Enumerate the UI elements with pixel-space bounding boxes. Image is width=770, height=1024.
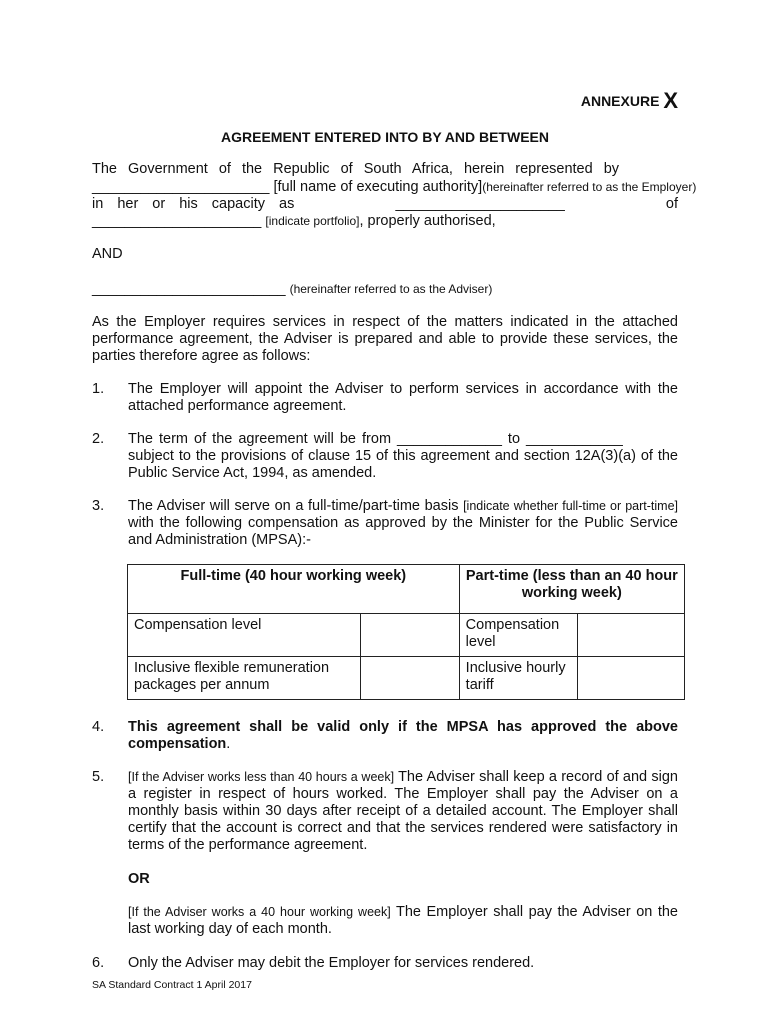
intro-line-1 [92, 161, 678, 178]
pt-compensation-level-value [577, 614, 684, 657]
clause-3-number: 3. [92, 498, 105, 514]
clause-2-rest: subject to the provisions of clause 15 of this agreement and section 12A(3)(a) of the Public Service Act, 1994, as amended. [128, 448, 678, 481]
full-time-header: Full-time (40 hour working week) [128, 565, 460, 614]
pt-compensation-level-label: Compensation level [459, 614, 577, 657]
clause-4-number: 4. [92, 719, 105, 735]
intro-line-2-left [92, 179, 482, 196]
ft-compensation-level-value [360, 614, 459, 657]
adviser-line [92, 281, 492, 298]
capacity-text: in her or his capacity as [92, 196, 295, 212]
table-row [128, 657, 685, 700]
clause-3-pre: The Adviser will serve on a full-time/part-time basis [128, 498, 459, 514]
annexure-letter: X [663, 88, 678, 113]
ft-remuneration-label: Inclusive flexible remuneration packages per annum [128, 657, 361, 700]
portfolio-hint: [indicate portfolio] [265, 214, 360, 228]
clause-2-text [128, 431, 678, 482]
clause-5-hint-2: [If the Adviser works a 40 hour working week] [128, 905, 391, 919]
pt-hourly-tariff-label: Inclusive hourly tariff [459, 657, 577, 700]
annexure-label [581, 88, 678, 114]
intro-line-4 [92, 213, 496, 230]
clause-5-alternative [128, 904, 678, 938]
clause-1-text: The Employer will appoint the Adviser to perform services in accordance with the attached performance agreement. [128, 381, 678, 414]
part-time-header: Part-time (less than an 40 hour working week) [459, 565, 684, 614]
clause-4-text [128, 719, 678, 753]
adviser-blank: ________________________ [92, 281, 286, 297]
referred-employer-text: (hereinafter referred to as the Employer) [482, 180, 697, 194]
adviser-referred-text: (hereinafter referred to as the Adviser) [289, 282, 493, 296]
clause-5-body-2: The Employer shall pay the Adviser on the last working day of each month. [128, 904, 678, 937]
intro-line-2 [92, 179, 697, 196]
clause-5-number: 5. [92, 769, 105, 785]
clause-2-number: 2. [92, 431, 105, 447]
or-word: OR [128, 871, 150, 887]
table-header-row [128, 565, 685, 614]
clause-6-text: Only the Adviser may debit the Employer for services rendered. [128, 955, 535, 971]
clause-1-number: 1. [92, 381, 105, 397]
clause-5-hint: [If the Adviser works less than 40 hours a week] [128, 770, 395, 784]
executing-authority-hint: [full name of executing authority] [273, 179, 483, 195]
recital-paragraph: As the Employer requires services in respect of the matters indicated in the attached performance agreement, the Adviser is prepared and able to provide these services, the parties therefore agree as follows: [92, 314, 678, 364]
intro-text-1: The Government of the Republic of South Africa, herein represented by [92, 161, 620, 177]
clause-3-post: with the following compensation as approved by the Minister for the Public Service and Administration (MPSA):- [128, 515, 678, 548]
table-row [128, 614, 685, 657]
clause-3-hint: [indicate whether full-time or part-time] [463, 499, 678, 513]
authorised-text: , properly authorised, [359, 213, 496, 229]
clause-4-period: . [226, 736, 231, 752]
pt-hourly-tariff-value [577, 657, 684, 700]
of-word: of [665, 196, 678, 212]
portfolio-blank: _____________________ [92, 213, 262, 229]
annexure-word: ANNEXURE [580, 93, 660, 109]
clause-2-term-line: The term of the agreement will be from _____________ to ____________ [128, 431, 623, 447]
intro-line-3 [92, 196, 678, 213]
clause-3-text [128, 498, 678, 549]
clause-5-body: The Adviser shall keep a record of and sign a register in respect of hours worked. The Employer shall pay the Adviser on a monthly basis within 30 days after receipt of a detailed account. The Employer shall certify that the account is correct and that the services rendered were satisfactory in terms of the performance agreement. [128, 769, 678, 853]
clause-4-bold-text: This agreement shall be valid only if the MPSA has approved the above compensation [128, 719, 678, 752]
capacity-blank: _____________________ [395, 196, 565, 212]
page-footer: SA Standard Contract 1 April 2017 [92, 979, 252, 991]
and-word: AND [92, 246, 123, 262]
compensation-table [127, 564, 685, 700]
agreement-heading: AGREEMENT ENTERED INTO BY AND BETWEEN [221, 129, 549, 145]
clause-6-number: 6. [92, 955, 105, 971]
executing-authority-blank: ______________________ [92, 179, 270, 195]
ft-compensation-level-label: Compensation level [128, 614, 361, 657]
clause-5-text [128, 769, 678, 854]
ft-remuneration-value [360, 657, 459, 700]
